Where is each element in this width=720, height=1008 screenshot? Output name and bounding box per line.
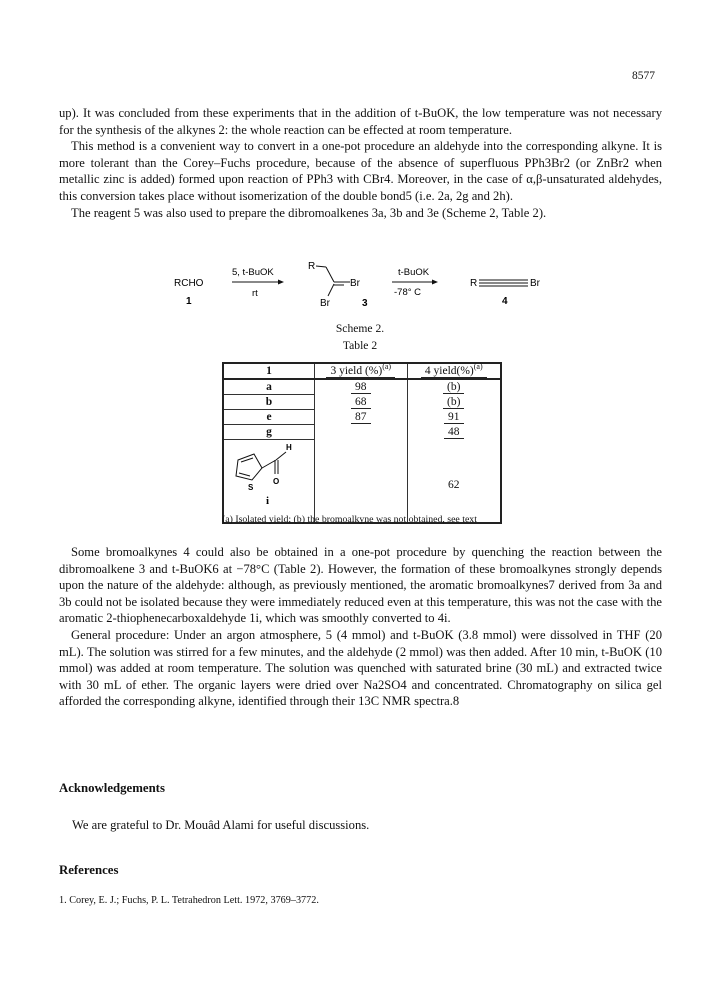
paragraph-general-procedure: General procedure: Under an argon atmosphere, 5 (4 mmol) and t-BuOK (3.8 mmol) were dissolved in THF (20 mL). The solution was stirred for a few minutes, and the aldehyde (2 mmol) was then added. After 10 min, t-BuOK (10 mmol) was added at room temperature. The solution was quenched with saturated brine (30 mL) and extracted twice with 30 mL of ether. The organic layers were dried over Na2SO4 and concentrated. Chromatography on silica gel afforded the corresponding alkyne, identified through their 13C NMR spectra.8 (59, 627, 662, 709)
acknowledgements-heading: Acknowledgements (59, 781, 165, 795)
scheme-reagent-2: t-BuOK (398, 267, 430, 278)
body-text-block-1 (59, 105, 662, 221)
paragraph-conclusion: up). It was concluded from these experiments that in the addition of t-BuOK, the low temperature was not necessary for the synthesis of the alkynes 2: the whole reaction can be effected at room temperature. (59, 106, 662, 137)
paragraph-reagent: The reagent 5 was also used to prepare the dibromoalkenes 3a, 3b and 3e (Scheme 2, Table 2). (71, 205, 547, 220)
scheme-cond-2: -78° C (394, 287, 422, 298)
scheme-r-label: R (308, 261, 316, 272)
row-yield-3: 98 (315, 379, 408, 395)
header-yield-4: 4 yield(%)$^{(a)}$ (407, 363, 501, 379)
scheme-br-1: Br (350, 278, 360, 289)
header-aldehyde: 1 (223, 363, 315, 379)
row-label: a (223, 379, 315, 395)
row-yield-3: 68 (315, 395, 408, 410)
aldehyde-o-label: O (273, 477, 280, 486)
scheme-reagent-1: 5, t-BuOK (232, 267, 274, 278)
body-text-block-2 (59, 544, 662, 710)
row-yield-4: 91 (407, 410, 501, 425)
table-footnote: (a) Isolated yield; (b) the bromoalkyne was not obtained, see text (222, 514, 477, 525)
scheme-rcho: RCHO (174, 278, 204, 289)
paragraph-method: This method is a convenient way to convert in a one-pot procedure an aldehyde into the corresponding alkyne. It is more tolerant than the Corey–Fuchs procedure, because of the absence of superfluous PPh3Br2 (or ZnBr2 when metallic zinc is added) formed upon reaction of PPh3 with CBr4. Moreover, in the case of α,β-unsaturated aldehydes, this conversion takes place without isomerization of the double bond5 (i.e. 2a, 2g and 2h). (59, 139, 662, 203)
row-yield-4: (b) (407, 395, 501, 410)
row-yield-4: 48 (407, 425, 501, 440)
scheme-compound-4: 4 (502, 296, 508, 307)
scheme-arrowhead-2 (432, 280, 438, 285)
table-row-structure (223, 440, 501, 523)
scheme-arrowhead-1 (278, 280, 284, 285)
scheme-br-2: Br (320, 298, 330, 309)
references-heading: References (59, 863, 119, 877)
thiophenecarboxaldehyde-structure (224, 440, 314, 512)
table-2 (222, 362, 502, 524)
row-yield-4: 62 (407, 440, 501, 523)
acknowledgements-text: We are grateful to Dr. Mouâd Alami for useful discussions. (72, 818, 370, 832)
page-number: 8577 (632, 70, 655, 82)
table-row (223, 425, 501, 440)
table-header-row (223, 363, 501, 379)
scheme-bond-chain (326, 267, 334, 282)
scheme-cond-1: rt (252, 288, 258, 299)
scheme-caption: Scheme 2. (335, 322, 385, 335)
scheme-bond-r (316, 266, 326, 267)
scheme-compound-1: 1 (186, 296, 192, 307)
row-label: b (223, 395, 315, 410)
reaction-scheme (170, 258, 560, 318)
scheme-bond-br-bottom (328, 284, 334, 296)
table-caption: Table 2 (342, 339, 378, 352)
row-label: e (223, 410, 315, 425)
scheme-product-br: Br (530, 278, 540, 289)
table-row (223, 379, 501, 395)
paragraph-bromoalkynes: Some bromoalkynes 4 could also be obtained in a one-pot procedure by quenching the reaction between the dibromoalkene 3 and t-BuOK6 at −78°C (Table 2). However, the formation of these bromoalkynes strongly depends upon the nature of the aldehyde: although, as previously mentioned, the aromatic bromoalkynes7 derived from 3a and 3b could not be isolated because they were immediately reduced even at this temperature, this was not the case with the aromatic 2-thiophenecarboxaldehyde 1i, which was smoothly converted to 4i. (59, 545, 662, 626)
scheme-product-r: R (470, 278, 478, 289)
reference-item: 1. Corey, E. J.; Fuchs, P. L. Tetrahedron Lett. 1972, 3769–3772. (59, 895, 319, 906)
header-yield-3: 3 yield (%)$^{(a)}$ (315, 363, 408, 379)
row-yield-3 (315, 425, 408, 440)
thiophene-s-label: S (248, 483, 254, 492)
row-yield-3 (315, 440, 408, 523)
row-yield-3: 87 (315, 410, 408, 425)
aldehyde-h-label: H (286, 443, 292, 452)
structure-label-i: i (266, 495, 270, 507)
row-yield-4: (b) (407, 379, 501, 395)
row-label: g (223, 425, 315, 440)
table-row (223, 410, 501, 425)
table-row (223, 395, 501, 410)
thiophene-structure-cell (223, 440, 315, 523)
scheme-compound-3: 3 (362, 298, 368, 309)
